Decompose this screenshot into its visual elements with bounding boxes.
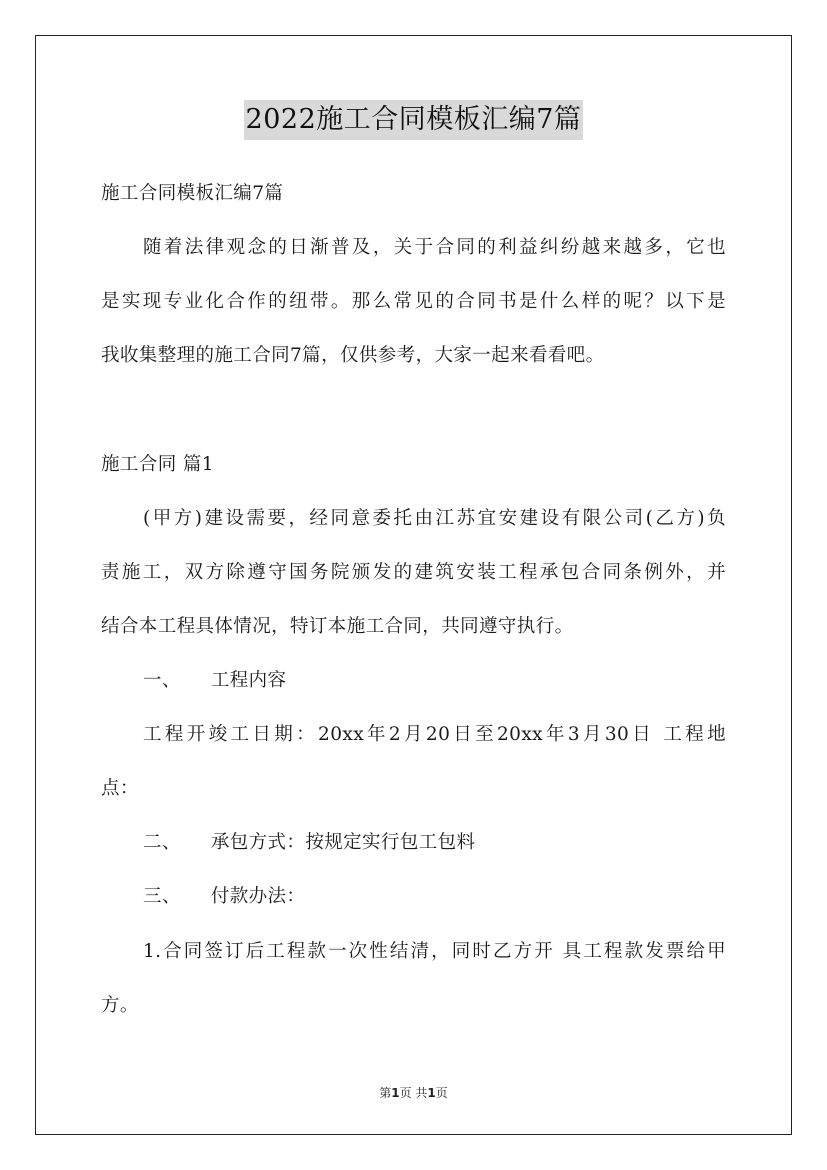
footer-prefix: 第 <box>379 1086 392 1100</box>
payment-line-2: 方。 <box>101 995 139 1016</box>
item-3 <box>143 885 305 909</box>
intro-line-2: 是实现专业化合作的纽带。那么常见的合同书是什么样的呢？以下是 <box>101 291 726 312</box>
footer-mid: 页 共 <box>399 1086 428 1100</box>
page-footer <box>0 1085 827 1101</box>
schedule-line-1: 工程开竣工日期：20xx年2月20日至20xx年3月30日 工程地 <box>143 724 726 745</box>
item-2-text: 承包方式：按规定实行包工包料 <box>210 832 476 853</box>
item-1 <box>143 669 286 693</box>
intro-line-3: 我收集整理的施工合同7篇，仅供参考，大家一起来看看吧。 <box>101 345 605 366</box>
item-1-number: 一、 <box>143 670 181 691</box>
footer-total-pages: 1 <box>427 1086 436 1100</box>
footer-suffix: 页 <box>435 1086 448 1100</box>
intro-line-1: 随着法律观念的日渐普及，关于合同的利益纠纷越来越多，它也 <box>143 237 726 258</box>
para1-line-1: (甲方)建设需要，经同意委托由江苏宜安建设有限公司(乙方)负 <box>143 508 726 529</box>
item-3-text: 付款办法： <box>210 886 306 907</box>
document-title: 2022施工合同模板汇编7篇 <box>244 100 584 140</box>
footer-page-number: 1 <box>391 1086 400 1100</box>
item-2-number: 二、 <box>143 832 181 853</box>
section-heading: 施工合同 篇1 <box>101 454 214 475</box>
item-3-number: 三、 <box>143 886 181 907</box>
item-2 <box>143 831 475 855</box>
para1-line-2: 责施工，双方除遵守国务院颁发的建筑安装工程承包合同条例外，并 <box>101 562 726 583</box>
schedule-line-2: 点： <box>101 778 139 799</box>
document-subtitle: 施工合同模板汇编7篇 <box>101 183 284 204</box>
payment-line-1: 1.合同签订后工程款一次性结清，同时乙方开 具工程款发票给甲 <box>143 941 726 962</box>
item-1-text: 工程内容 <box>210 670 287 691</box>
para1-line-3: 结合本工程具体情况，特订本施工合同，共同遵守执行。 <box>101 616 574 637</box>
